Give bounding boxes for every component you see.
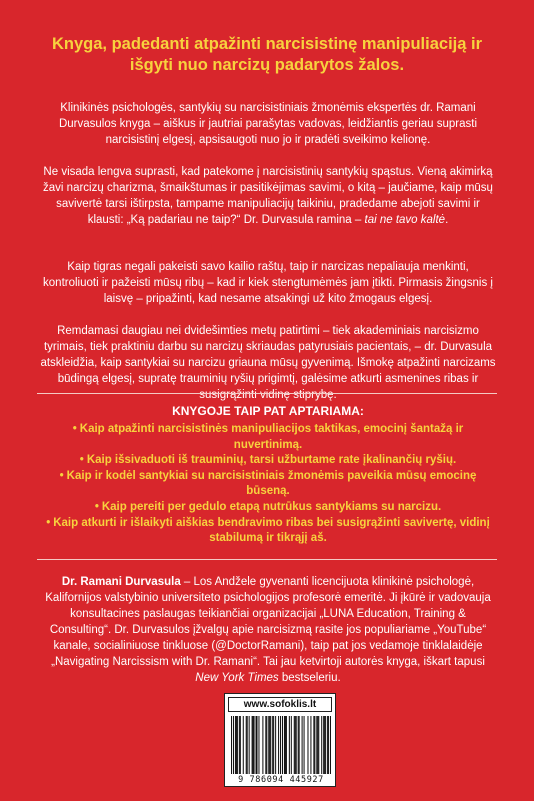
intro-paragraph-2-end: .	[445, 214, 449, 226]
intro-paragraph-2-italic: tai ne tavo kaltė	[364, 214, 446, 226]
barcode-bar	[278, 716, 279, 774]
barcode-bar	[299, 716, 300, 774]
barcode-bar	[253, 716, 254, 774]
list-item-text: Kaip atpažinti narcisistinės manipuliacijos taktikas, emocinį šantažą ir nuvertinimą.	[79, 423, 464, 451]
intro-paragraph-3: Kaip tigras negali pakeisti savo kailio raštų, taip ir narcizas nepaliauja menkinti, kontroliuoti ir pažeisti mūsų ribų – kad ir kiek stengtumėmės jam įtikti. Pirmasis žingsnis į laisvę – pripažinti, kad nesame atsakingi už kito žmogaus elgesį.	[43, 261, 493, 305]
author-name: Dr. Ramani Durvasula	[61, 576, 181, 588]
divider-bottom	[37, 559, 497, 560]
list-item	[40, 422, 496, 453]
bullet-icon: •	[94, 500, 99, 513]
publisher-url: www.sofoklis.lt	[228, 697, 332, 712]
bullet-icon: •	[79, 454, 84, 467]
barcode-bar	[269, 716, 270, 774]
barcode-bar	[270, 716, 271, 774]
barcode-bar	[243, 716, 244, 774]
barcode-bar	[268, 716, 269, 774]
barcode-bar	[252, 716, 253, 774]
divider-top	[37, 393, 497, 394]
barcode-bar	[266, 716, 267, 774]
barcode-bar	[323, 716, 324, 774]
bullet-icon: •	[72, 423, 77, 435]
barcode-bar	[237, 716, 238, 774]
barcode-bar	[272, 716, 273, 774]
list-item-text: Kaip išsivaduoti iš trauminių, tarsi užburtame rate įkalinančių ryšių.	[86, 454, 457, 467]
intro-paragraph-4: Remdamasi daugiau nei dvidešimties metų patirtimi – tiek akademiniais narcisizmo tyrimais, tiek praktiniu darbu su narcizų skriaudas patyrusiais pacientais, – dr. Durvasula atskleidžia, kaip santykiai su narcizu griauna mūsų gyvenimą. Išmokę atpažinti narcizams būdingą elgesį, supratę trauminių ryšių prigimtį, galėsime atkurti asmenines ribas ir susigrąžinti vidinę stiprybę.	[40, 325, 496, 401]
barcode-bar	[328, 716, 329, 774]
isbn-barcode-box	[224, 693, 336, 787]
barcode-bar	[304, 716, 305, 774]
author-bio-italic: New York Times	[195, 672, 279, 684]
barcode-bar	[240, 716, 241, 774]
barcode-icon	[231, 716, 331, 774]
barcode-bar	[275, 716, 276, 774]
also-covered-list	[40, 422, 496, 547]
barcode-bar	[256, 716, 257, 774]
barcode-bar	[249, 716, 250, 774]
intro-paragraph-2	[40, 164, 496, 228]
barcode-bar	[314, 716, 315, 774]
barcode-bar	[298, 716, 299, 774]
barcode-bar	[284, 716, 285, 774]
barcode-bar	[273, 716, 274, 774]
barcode-bar	[291, 716, 292, 774]
barcode-bar	[286, 716, 287, 774]
barcode-bar	[282, 716, 283, 774]
barcode-bar	[289, 716, 290, 774]
bullet-icon: •	[46, 516, 51, 529]
barcode-bar	[285, 716, 286, 774]
barcode-bar	[236, 716, 237, 774]
barcode-bar	[280, 716, 281, 774]
barcode-bar	[317, 716, 318, 774]
intro-paragraph-1: Klinikinės psichologės, santykių su narcisistiniais žmonėmis ekspertės dr. Ramani Durvasulos knyga – aiškus ir jautriai parašytas vadovas, leidžiantis geriau suprasti narcisistinį elgesį, apsisaugoti nuo jo ir pradėti sveikimo kelionę.	[58, 102, 478, 146]
author-bio-end: bestseleriu.	[278, 672, 341, 684]
barcode-bar	[294, 716, 295, 774]
barcode-bar	[256, 716, 257, 774]
barcode-bar	[265, 716, 266, 774]
barcode-bar	[295, 716, 296, 774]
barcode-bar	[324, 716, 325, 774]
barcode-bar	[313, 716, 314, 774]
intro-paragraph-2-text: Ne visada lengva suprasti, kad patekome į narcisistinių santykių spąstus. Vieną akimirką žavi narcizų charizma, šmaikštumas ir pasitikėjimas savimi, o kitą – jaučiame, kaip mūsų savivertė tarsi ištirpsta, tampame manipuliacijų taikiniu, pradedame abejoti savimi ir klausti: „Ką padariau ne taip?“ Dr. Durvasula ramina –	[43, 166, 493, 226]
barcode-bar	[302, 716, 303, 774]
barcode-bar	[254, 716, 255, 774]
list-item-text: Kaip atkurti ir išlaikyti aiškias bendravimo ribas bei susigrąžinti savivertę, vidinį stabilumą ir tikrąjį aš.	[53, 516, 490, 545]
barcode-bar	[246, 716, 247, 774]
isbn-number: 9 786094 445927	[238, 775, 324, 785]
headline: Knyga, padedanti atpažinti narcisistinę manipuliaciją ir išgyti nuo narcizų padarytos žalos.	[51, 35, 483, 74]
barcode-bar	[231, 716, 232, 774]
barcode-bar	[235, 716, 236, 774]
list-item	[40, 469, 496, 500]
list-item-text: Kaip ir kodėl santykiai su narcisistiniais žmonėmis paveikia mūsų emocinę būseną.	[66, 469, 477, 498]
list-item	[40, 453, 496, 469]
list-item-text: Kaip pereiti per gedulo etapą nutrūkus santykiams su narcizu.	[101, 500, 442, 513]
also-covered-heading: KNYGOJE TAIP PAT APTARIAMA:	[172, 404, 364, 418]
list-item	[40, 516, 496, 547]
barcode-bar	[310, 716, 311, 774]
barcode-bar	[330, 716, 331, 774]
barcode-bar	[318, 716, 319, 774]
barcode-bar	[321, 716, 322, 774]
author-bio	[40, 574, 496, 686]
barcode-bar	[296, 716, 297, 774]
list-item	[40, 500, 496, 516]
barcode-bar	[316, 716, 317, 774]
barcode-bar	[307, 716, 308, 774]
barcode-bar	[258, 716, 259, 774]
author-bio-text: – Los Andžele gyvenanti licencijuota klinikinė psichologė, Kalifornijos valstybinio universiteto psichologijos profesorė emeritė. Ji įkūrė ir vadovauja konsultacines paslaugas teikiančiai organizacijai „LUNA Education, Training & Consulting“. Dr. Durvasulos įžvalgų apie narcisizmą rasite jos populiariame „YouTube“ kanale, socialiniuose tinkluose (@DoctorRamani), taip pat jos vedamoje tinklalaidėje „Navigating Narcissism with Dr. Ramani“. Tai jau ketvirtoji autorės knyga, iškart tapusi	[45, 576, 491, 668]
barcode-bar	[262, 716, 263, 774]
barcode-bar	[239, 716, 240, 774]
barcode-bar	[327, 716, 328, 774]
barcode-bar	[233, 716, 234, 774]
barcode-bar	[247, 716, 248, 774]
barcode-bar	[325, 716, 326, 774]
bullet-icon: •	[59, 469, 64, 482]
